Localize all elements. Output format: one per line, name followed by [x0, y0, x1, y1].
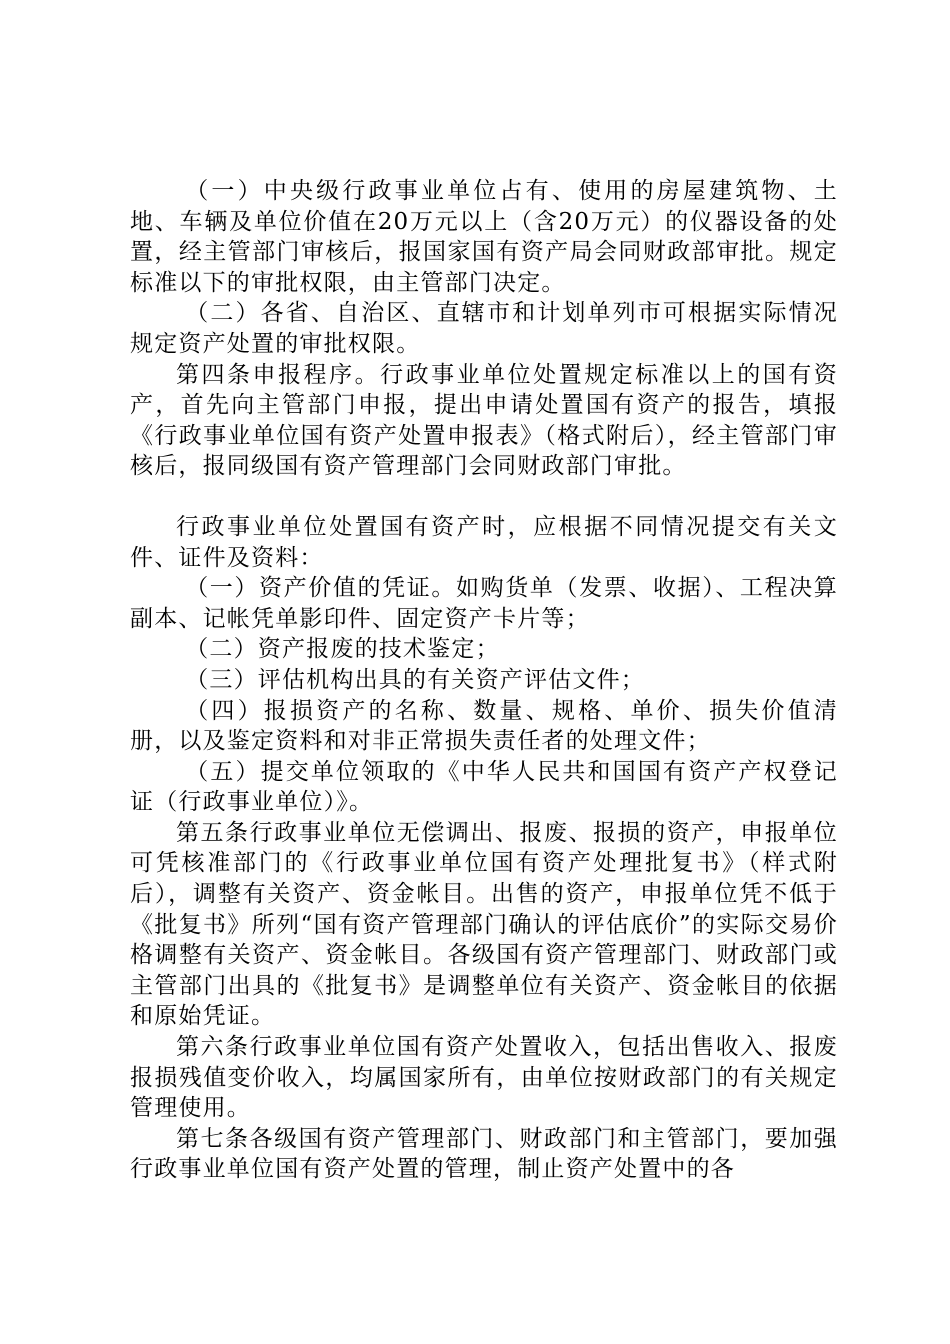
paragraph-article-6: 第六条行政事业单位国有资产处置收入，包括出售收入、报废报损残值变价收入，均属国家所有，由单位按财政部门的有关规定管理使用。 — [130, 1034, 838, 1122]
paragraph-item-4: （四）报损资产的名称、数量、规格、单价、损失价值清册，以及鉴定资料和对非正常损失责任者的处理文件； — [130, 697, 838, 755]
paragraph-item-2: （二）资产报废的技术鉴定； — [185, 636, 500, 663]
paragraph-item-1: （一）资产价值的凭证。如购货单（发票、收据）、工程决算副本、记帐凭单影印件、固定资产卡片等； — [130, 575, 838, 632]
paragraph-article-7: 第七条各级国有资产管理部门、财政部门和主管部门，要加强行政事业单位国有资产处置的管理，制止资产处置中的各 — [130, 1125, 838, 1183]
paragraph-article-5: 第五条行政事业单位无偿调出、报废、报损的资产，申报单位可凭核准部门的《行政事业单位国有资产处理批复书》（样式附后），调整有关资产、资金帐目。出售的资产，申报单位凭不低于《批复书》所列“国有资产管理部门确认的评估底价”的实际交易价格调整有关资产、资金帐目。各级国有资产管理部门、财政部门或主管部门出具的《批复书》是调整单位有关资产、资金帐目的依据和原始凭证。 — [130, 819, 838, 1030]
document-body — [130, 176, 838, 1185]
paragraph-gap — [130, 482, 838, 512]
paragraph-article-4: 第四条申报程序。行政事业单位处置规定标准以上的国有资产，首先向主管部门申报，提出申请处置国有资产的报告，填报《行政事业单位国有资产处置申报表》（格式附后），经主管部门审核后，报同级国有资产管理部门会同财政部门审批。 — [130, 361, 838, 480]
paragraph-required-documents: 行政事业单位处置国有资产时，应根据不同情况提交有关文件、证件及资料： — [130, 513, 838, 571]
paragraph-provincial-approval: （二）各省、自治区、直辖市和计划单列市可根据实际情况规定资产处置的审批权限。 — [130, 300, 838, 357]
paragraph-central-approval: （一）中央级行政事业单位占有、使用的房屋建筑物、土地、车辆及单位价值在20万元以上（含20万元）的仪器设备的处置，经主管部门审核后，报国家国有资产局会同财政部审批。规定标准以下的审批权限，由主管部门决定。 — [130, 178, 838, 296]
paragraph-item-3: （三）评估机构出具的有关资产评估文件； — [185, 666, 645, 693]
paragraph-item-5: （五）提交单位领取的《中华人民共和国国有资产产权登记证（行政事业单位）》。 — [130, 758, 838, 816]
